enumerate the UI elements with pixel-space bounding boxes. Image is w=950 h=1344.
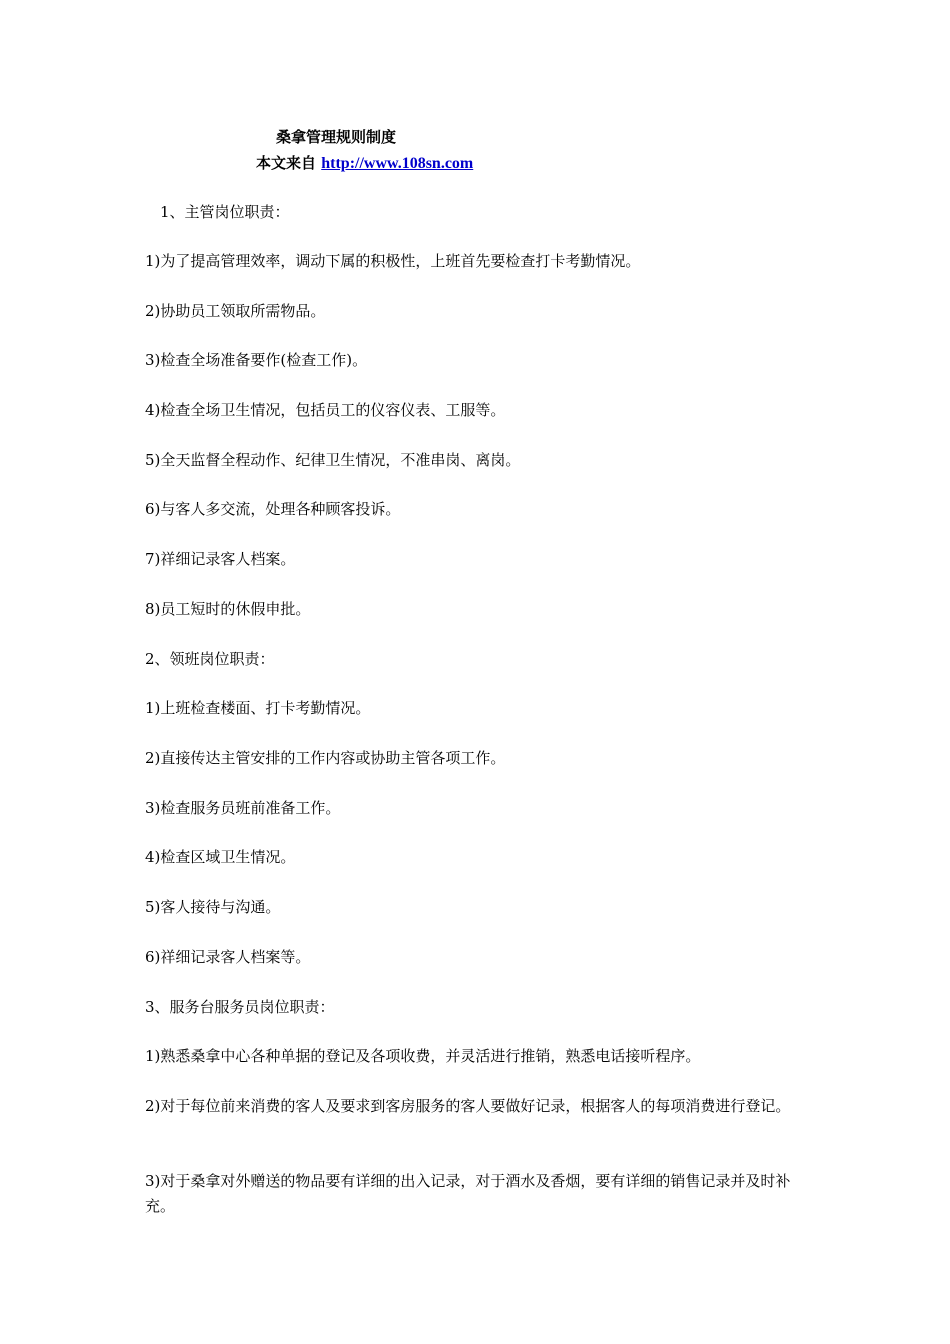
paragraph: 1)上班检查楼面、打卡考勤情况。 [145,699,371,717]
paragraph: 6)与客人多交流，处理各种顾客投诉。 [145,500,401,518]
source-link[interactable]: http://www.108sn.com [321,155,474,172]
paragraph: 7)祥细记录客人档案。 [145,550,296,568]
paragraph: 2)直接传达主管安排的工作内容或协助主管各项工作。 [145,749,506,767]
source-line [256,152,473,173]
section-heading-2: 2、领班岗位职责： [145,650,275,668]
paragraph: 6)祥细记录客人档案等。 [145,948,311,966]
source-prefix: 本文来自 [256,154,322,172]
document-title: 桑拿管理规则制度 [276,128,397,146]
paragraph: 2)对于每位前来消费的客人及要求到客房服务的客人要做好记录，根据客人的每项消费进行登记。 [145,1097,791,1115]
paragraph: 5)全天监督全程动作、纪律卫生情况，不准串岗、离岗。 [145,451,521,469]
paragraph: 8)员工短时的休假申批。 [145,600,311,618]
paragraph: 2)协助员工领取所需物品。 [145,302,326,320]
paragraph: 3)对于桑拿对外赠送的物品要有详细的出入记录，对于酒水及香烟，要有详细的销售记录并及时补充。 [145,1172,791,1215]
paragraph: 1)为了提高管理效率，调动下属的积极性，上班首先要检查打卡考勤情况。 [145,252,641,270]
paragraph: 3)检查服务员班前准备工作。 [145,799,341,817]
paragraph: 4)检查全场卫生情况，包括员工的仪容仪表、工服等。 [145,401,506,419]
paragraph: 1)熟悉桑拿中心各种单据的登记及各项收费，并灵活进行推销，熟悉电话接听程序。 [145,1047,701,1065]
paragraph: 4)检查区域卫生情况。 [145,848,296,866]
section-heading-1: 1、主管岗位职责： [160,203,290,221]
paragraph: 5)客人接待与沟通。 [145,898,281,916]
paragraph: 3)检查全场准备要作(检查工作)。 [145,351,368,369]
section-heading-3: 3、服务台服务员岗位职责： [145,998,335,1016]
